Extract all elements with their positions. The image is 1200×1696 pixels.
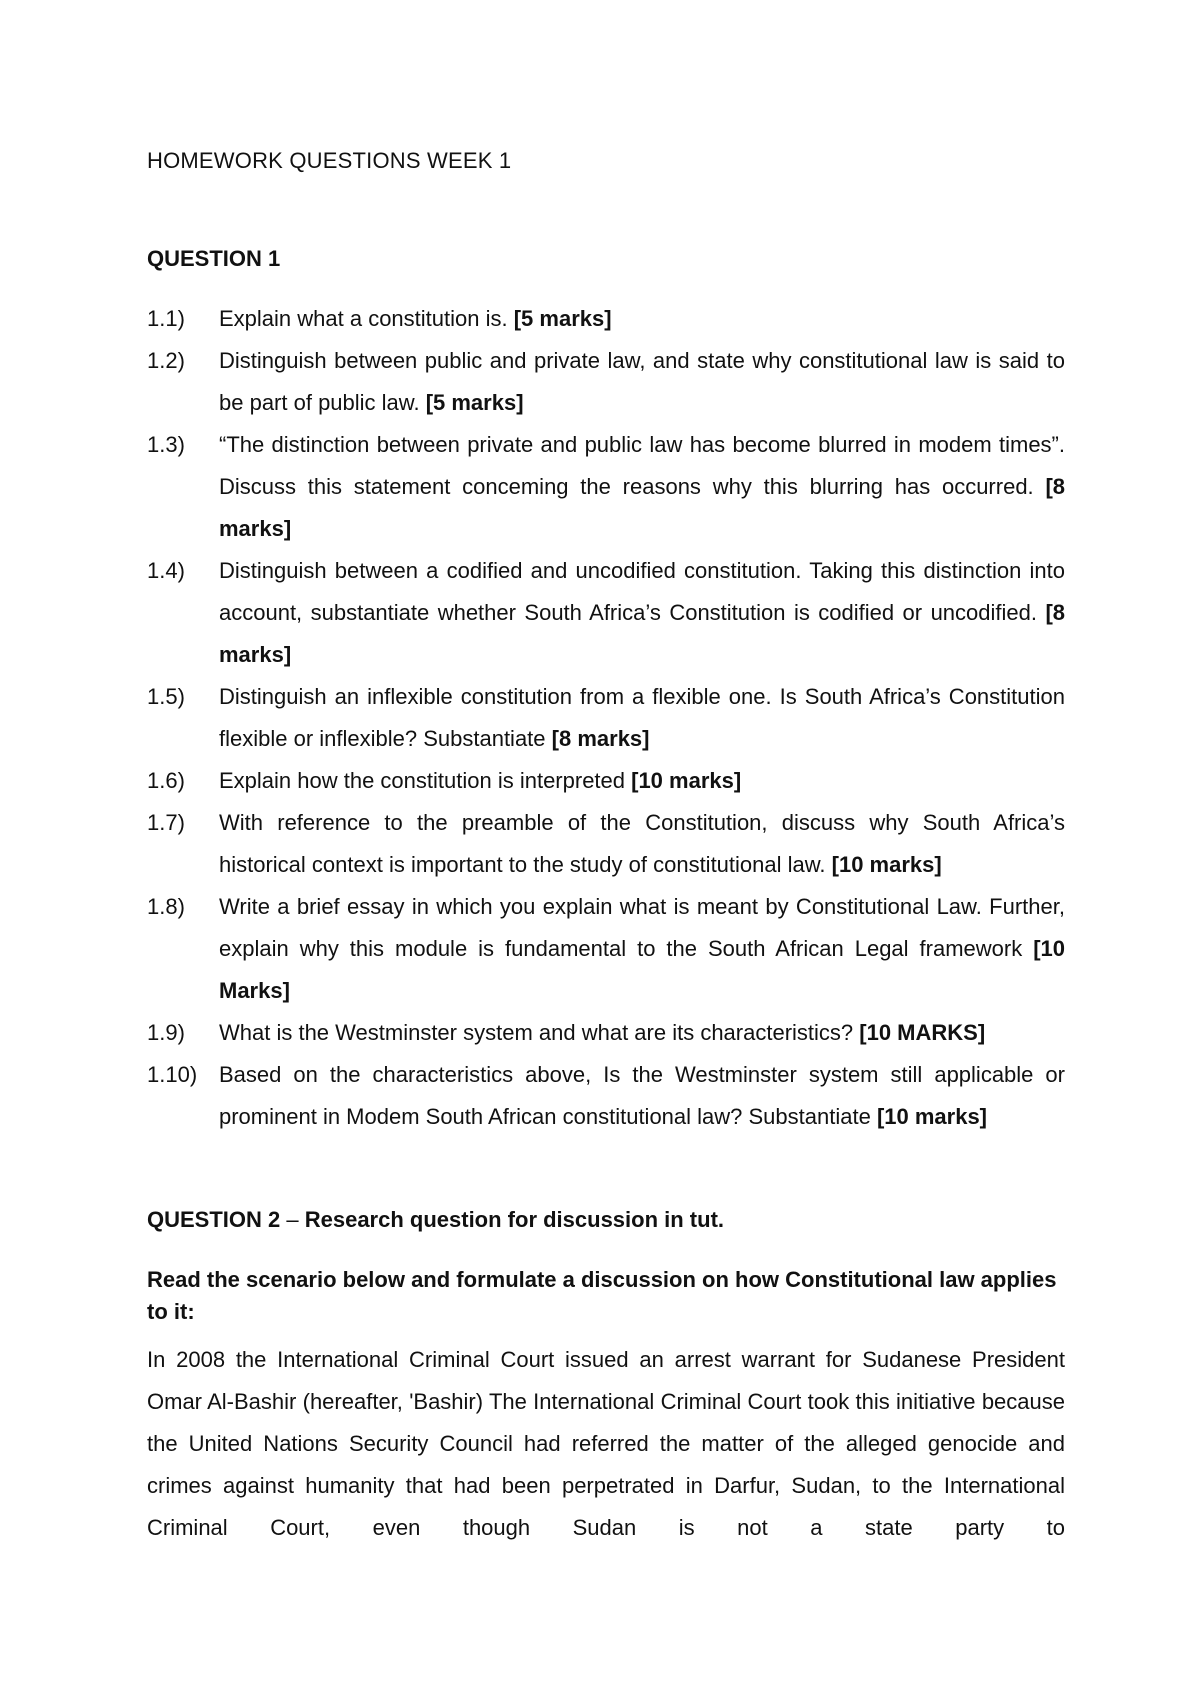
question-number: 1.5) (147, 684, 185, 709)
question-1-heading: QUESTION 1 (147, 246, 281, 271)
question-marks: [10 Marks] (219, 936, 1065, 1003)
document-title: HOMEWORK QUESTIONS WEEK 1 (147, 148, 512, 173)
question-body: Explain what a constitution is. (219, 306, 514, 331)
question-2-heading-dash: – (286, 1207, 299, 1232)
question-item (147, 802, 1065, 886)
question-marks: [10 marks] (831, 852, 942, 877)
question-body: What is the Westminster system and what are its characteristics? (219, 1020, 860, 1045)
question-2-heading-subtitle: Research question for discussion in tut. (298, 1207, 725, 1232)
question-number: 1.1) (147, 306, 185, 331)
question-1-list (147, 298, 1065, 1138)
question-marks: [8 marks] (551, 726, 650, 751)
question-marks: [10 MARKS] (859, 1020, 986, 1045)
question-number: 1.4) (147, 558, 185, 583)
question-2-scenario: In 2008 the International Criminal Court issued an arrest warrant for Sudanese President Omar Al-Bashir (hereafter, 'Bashir) The International Criminal Court took this initiative because the United Nations Security Council had referred the matter of the alleged genocide and crimes against humanity that had been perpetrated in Darfur, Sudan, to the International Criminal Court, even though Sudan is not a state party to (147, 1347, 1065, 1540)
question-marks: [5 marks] (425, 390, 524, 415)
question-item (147, 424, 1065, 550)
question-item (147, 760, 1065, 802)
question-body: Explain how the constitution is interpreted (219, 768, 632, 793)
question-body: Write a brief essay in which you explain what is meant by Constitutional Law. Further, explain why this module is fundamental to the South African Legal framework (219, 894, 1065, 961)
question-2-heading (147, 1207, 724, 1233)
question-item (147, 886, 1065, 1012)
question-text (219, 298, 1065, 340)
question-body: “The distinction between private and public law has become blurred in modem times”. Discuss this statement conceming the reasons why this blurring has occurred. (219, 432, 1065, 499)
question-text (219, 424, 1065, 550)
question-text (219, 886, 1065, 1012)
question-marks: [8 marks] (219, 474, 1065, 541)
question-number: 1.3) (147, 432, 185, 457)
question-number: 1.8) (147, 894, 185, 919)
question-number: 1.2) (147, 348, 185, 373)
question-body: Distinguish between public and private law, and state why constitutional law is said to be part of public law. (219, 348, 1065, 415)
question-text (219, 1054, 1065, 1138)
question-number: 1.6) (147, 768, 185, 793)
question-number: 1.9) (147, 1020, 185, 1045)
question-item (147, 1012, 1065, 1054)
question-marks: [10 marks] (631, 768, 742, 793)
question-number: 1.10) (147, 1062, 198, 1087)
question-text (219, 550, 1065, 676)
question-marks: [8 marks] (219, 600, 1065, 667)
question-item (147, 1054, 1065, 1138)
question-item (147, 298, 1065, 340)
question-2-heading-label: QUESTION 2 (147, 1207, 287, 1232)
question-text (219, 340, 1065, 424)
question-text (219, 802, 1065, 886)
question-text (219, 1012, 1065, 1054)
question-text (219, 676, 1065, 760)
question-item (147, 340, 1065, 424)
question-number: 1.7) (147, 810, 185, 835)
question-text (219, 760, 1065, 802)
question-body: Distinguish between a codified and uncodified constitution. Taking this distinction into account, substantiate whether South Africa’s Constitution is codified or uncodified. (219, 558, 1065, 625)
question-item (147, 676, 1065, 760)
question-body: Distinguish an inflexible constitution from a flexible one. Is South Africa’s Constitution flexible or inflexible? Substantiate (219, 684, 1065, 751)
question-item (147, 550, 1065, 676)
question-body: With reference to the preamble of the Constitution, discuss why South Africa’s historical context is important to the study of constitutional law. (219, 810, 1065, 877)
question-marks: [10 marks] (876, 1104, 988, 1129)
question-marks: [5 marks] (513, 306, 612, 331)
question-2-instruction: Read the scenario below and formulate a discussion on how Constitutional law applies to it: (147, 1267, 1057, 1324)
question-body: Based on the characteristics above, Is the Westminster system still applicable or prominent in Modem South African constitutional law? Substantiate (219, 1062, 1065, 1129)
